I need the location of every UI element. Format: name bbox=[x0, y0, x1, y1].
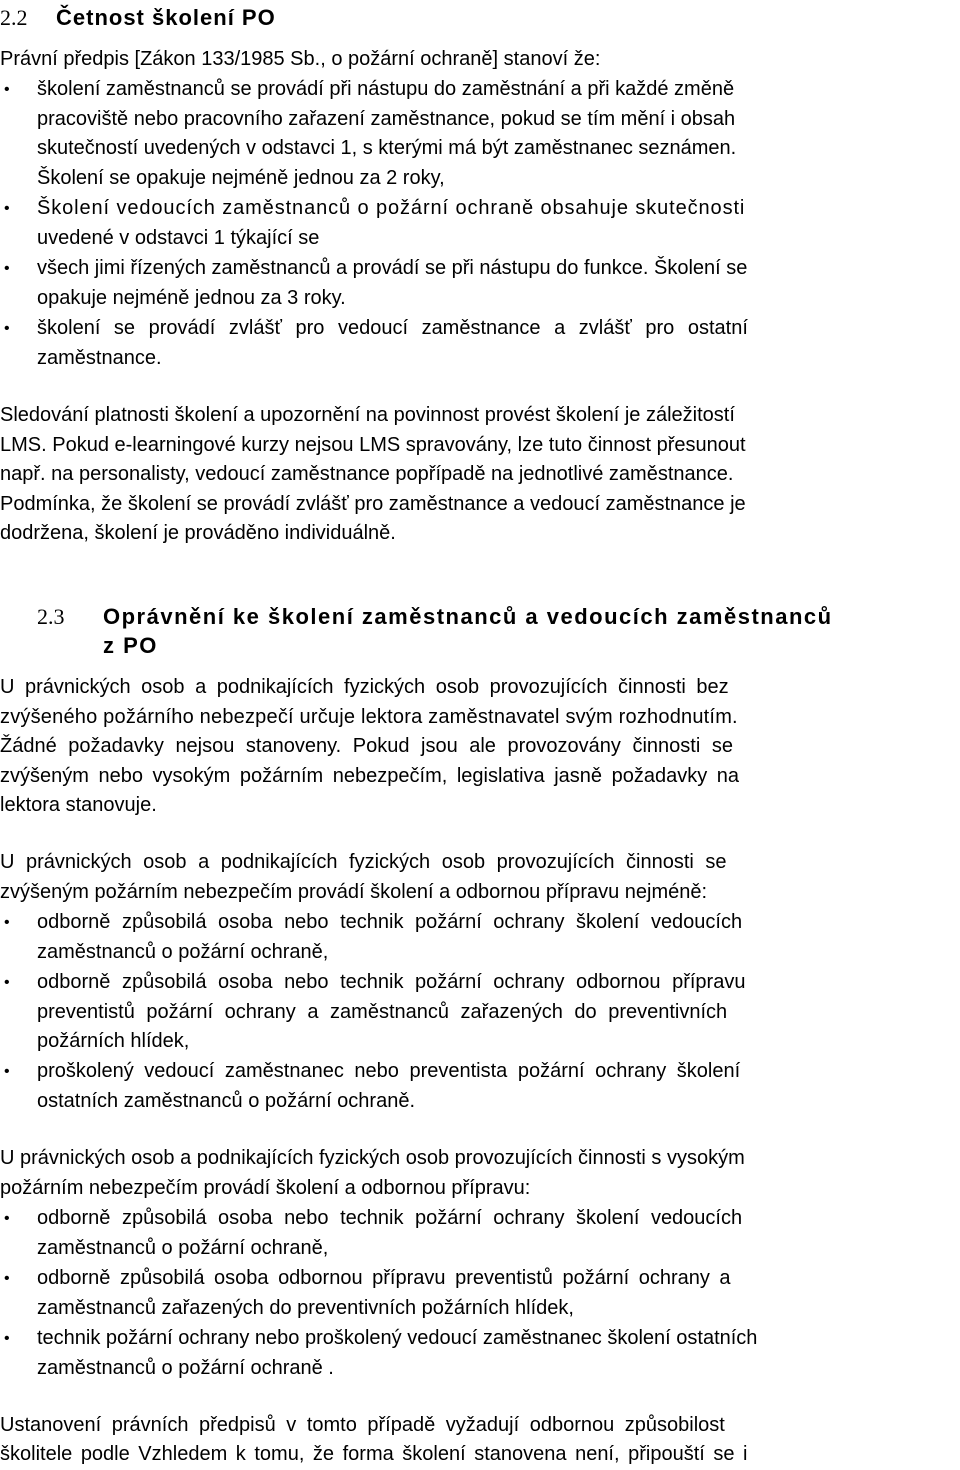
paragraph-line: např. na personalisty, vedoucí zaměstnance popřípadě na jednotlivé zaměstnance. bbox=[0, 463, 734, 485]
bullet-icon: • bbox=[4, 320, 10, 337]
list-item-line: odborně způsobilá osoba nebo technik požární ochrany odbornou přípravu bbox=[37, 971, 746, 993]
list-item-line: zaměstnanců zařazených do preventivních požárních hlídek, bbox=[37, 1297, 574, 1319]
list-item-line: ostatních zaměstnanců o požární ochraně. bbox=[37, 1090, 416, 1112]
bullet-icon: • bbox=[4, 914, 10, 931]
list-item-line: proškolený vedoucí zaměstnanec nebo preventista požární ochrany školení bbox=[37, 1060, 741, 1082]
bullet-icon: • bbox=[4, 1270, 10, 1287]
list-item-line: opakuje nejméně jednou za 3 roky. bbox=[37, 287, 346, 309]
paragraph-line: U právnických osob a podnikajících fyzických osob provozujících činnosti bez bbox=[0, 676, 729, 698]
section-number: 2.2 bbox=[0, 5, 28, 30]
list-item-line: odborně způsobilá osoba nebo technik požární ochrany školení vedoucích bbox=[37, 1207, 743, 1229]
paragraph-line: LMS. Pokud e-learningové kurzy nejsou LMS spravovány, lze tuto činnost přesunout bbox=[0, 434, 746, 456]
list-item-line: zaměstnance. bbox=[37, 347, 162, 369]
section-heading-2-3 bbox=[37, 604, 833, 630]
list-item-line: zaměstnanců o požární ochraně, bbox=[37, 941, 329, 963]
bullet-icon: • bbox=[4, 81, 10, 98]
paragraph-line: dodržena, školení je prováděno individuálně. bbox=[0, 522, 396, 544]
bullet-icon: • bbox=[4, 1330, 10, 1347]
section-heading-2-2 bbox=[0, 5, 276, 31]
bullet-icon: • bbox=[4, 974, 10, 991]
section-title-continued: z PO bbox=[103, 633, 158, 658]
bullet-icon: • bbox=[4, 1210, 10, 1227]
section-title: Četnost školení PO bbox=[56, 5, 276, 30]
list-item-line: Školení vedoucích zaměstnanců o požární ochraně obsahuje skutečnosti bbox=[37, 197, 746, 219]
list-item-line: odborně způsobilá osoba odbornou přípravu preventistů požární ochrany a bbox=[37, 1267, 731, 1289]
paragraph-line: Právní předpis [Zákon 133/1985 Sb., o požární ochraně] stanoví že: bbox=[0, 48, 601, 70]
paragraph-line: U právnických osob a podnikajících fyzických osob provozujících činnosti s vysokým bbox=[0, 1147, 745, 1169]
paragraph-line: požárním nebezpečím provádí školení a odbornou přípravu: bbox=[0, 1177, 531, 1199]
list-item-line: zaměstnanců o požární ochraně . bbox=[37, 1357, 334, 1379]
bullet-icon: • bbox=[4, 260, 10, 277]
section-number: 2.3 bbox=[37, 604, 65, 629]
list-item-line: pracoviště nebo pracovního zařazení zaměstnance, pokud se tím mění i obsah bbox=[37, 108, 736, 130]
paragraph-line: Ustanovení právních předpisů v tomto případě vyžadují odbornou způsobilost bbox=[0, 1414, 725, 1436]
bullet-icon: • bbox=[4, 1063, 10, 1080]
paragraph-line: zvýšeného požárního nebezpečí určuje lektora zaměstnavatel svým rozhodnutím. bbox=[0, 706, 738, 728]
section-title: Oprávnění ke školení zaměstnanců a vedoucích zaměstnanců bbox=[103, 604, 833, 629]
paragraph-line: Sledování platnosti školení a upozornění na povinnost provést školení je záležitostí bbox=[0, 404, 735, 426]
paragraph-line: U právnických osob a podnikajících fyzických osob provozujících činnosti se bbox=[0, 851, 727, 873]
paragraph-line: školitele podle Vzhledem k tomu, že forma školení stanovena není, připouští se i bbox=[0, 1443, 748, 1465]
paragraph-line: lektora stanovuje. bbox=[0, 794, 157, 816]
list-item-line: školení se provádí zvlášť pro vedoucí zaměstnance a zvlášť pro ostatní bbox=[37, 317, 748, 339]
list-item-line: technik požární ochrany nebo proškolený vedoucí zaměstnanec školení ostatních bbox=[37, 1327, 758, 1349]
list-item-line: zaměstnanců o požární ochraně, bbox=[37, 1237, 329, 1259]
list-item-line: odborně způsobilá osoba nebo technik požární ochrany školení vedoucích bbox=[37, 911, 743, 933]
list-item-line: Školení se opakuje nejméně jednou za 2 roky, bbox=[37, 167, 445, 189]
list-item-line: skutečností uvedených v odstavci 1, s kterými má být zaměstnanec seznámen. bbox=[37, 137, 737, 159]
list-item-line: všech jimi řízených zaměstnanců a provádí se při nástupu do funkce. Školení se bbox=[37, 257, 748, 279]
paragraph-line: zvýšeným požárním nebezpečím provádí školení a odbornou přípravu nejméně: bbox=[0, 881, 708, 903]
list-item-line: preventistů požární ochrany a zaměstnanců zařazených do preventivních bbox=[37, 1001, 728, 1023]
bullet-icon: • bbox=[4, 200, 10, 217]
paragraph-line: zvýšeným nebo vysokým požárním nebezpečím, legislativa jasně požadavky na bbox=[0, 765, 740, 787]
list-item-line: školení zaměstnanců se provádí při nástupu do zaměstnání a při každé změně bbox=[37, 78, 735, 100]
list-item-line: uvedené v odstavci 1 týkající se bbox=[37, 227, 320, 249]
paragraph-line: Žádné požadavky nejsou stanoveny. Pokud jsou ale provozovány činnosti se bbox=[0, 735, 733, 757]
paragraph-line: Podmínka, že školení se provádí zvlášť pro zaměstnance a vedoucí zaměstnance je bbox=[0, 493, 746, 515]
list-item-line: požárních hlídek, bbox=[37, 1030, 190, 1052]
